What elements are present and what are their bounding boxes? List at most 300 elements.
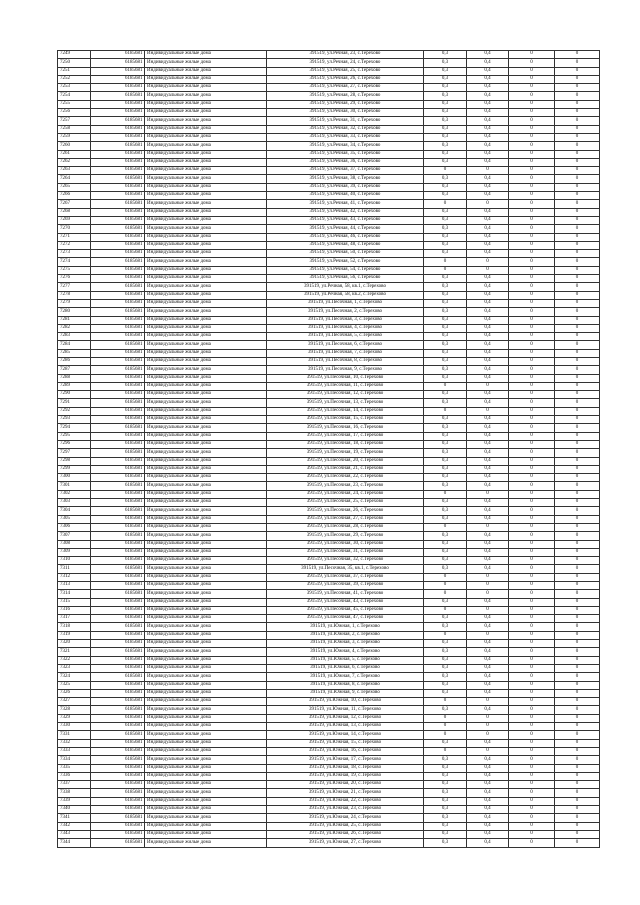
value-cell-3: 0 — [509, 167, 555, 175]
row-number-cell: 7306 — [58, 523, 91, 531]
row-number-cell: 7302 — [58, 490, 91, 498]
value-cell-1: 0,3 — [424, 216, 467, 224]
value-cell-1: 0,3 — [424, 822, 467, 830]
address-cell: 391519, ул.Речная, 23, с.Терехово — [267, 51, 424, 59]
address-cell: 391519, ул.Песочная, 20, с.Терехово — [267, 457, 424, 465]
value-cell-4: 0 — [555, 109, 600, 117]
row-number-cell: 7298 — [58, 457, 91, 465]
value-cell-1: 0,3 — [424, 241, 467, 249]
table-row — [58, 698, 600, 706]
value-cell-1: 0,3 — [424, 175, 467, 183]
object-type-cell: Индивидуальные жилые дома — [145, 424, 267, 432]
value-cell-3: 0 — [509, 333, 555, 341]
row-number-cell: 7294 — [58, 424, 91, 432]
value-cell-1: 0,3 — [424, 673, 467, 681]
value-cell-3: 0 — [509, 250, 555, 258]
value-cell-1: 0 — [424, 590, 467, 598]
code-cell: 6185681 — [91, 399, 145, 407]
value-cell-2: 0,4 — [467, 299, 509, 307]
row-number-cell: 7250 — [58, 59, 91, 67]
value-cell-2: 0,4 — [467, 67, 509, 75]
value-cell-4: 0 — [555, 598, 600, 606]
table-row — [58, 192, 600, 200]
value-cell-4: 0 — [555, 582, 600, 590]
value-cell-2: 0 — [467, 747, 509, 755]
value-cell-3: 0 — [509, 565, 555, 573]
object-type-cell: Индивидуальные жилые дома — [145, 640, 267, 648]
value-cell-4: 0 — [555, 366, 600, 374]
value-cell-3: 0 — [509, 200, 555, 208]
value-cell-3: 0 — [509, 772, 555, 780]
value-cell-3: 0 — [509, 839, 555, 847]
code-cell: 6185681 — [91, 648, 145, 656]
value-cell-3: 0 — [509, 366, 555, 374]
value-cell-1: 0 — [424, 631, 467, 639]
table-row — [58, 714, 600, 722]
object-type-cell: Индивидуальные жилые дома — [145, 465, 267, 473]
table-row — [58, 631, 600, 639]
address-cell: 391519, ул.Южная, 17, с.Терехово — [267, 756, 424, 764]
object-type-cell: Индивидуальные жилые дома — [145, 731, 267, 739]
code-cell: 6185681 — [91, 349, 145, 357]
object-type-cell: Индивидуальные жилые дома — [145, 208, 267, 216]
object-type-cell: Индивидуальные жилые дома — [145, 781, 267, 789]
address-cell: 391519, ул.Южная, 18, с.Терехово — [267, 764, 424, 772]
value-cell-3: 0 — [509, 399, 555, 407]
value-cell-3: 0 — [509, 324, 555, 332]
value-cell-2: 0 — [467, 382, 509, 390]
address-cell: 391519, ул.Песочная, 4, с.Терехово — [267, 324, 424, 332]
value-cell-2: 0 — [467, 582, 509, 590]
table-row — [58, 258, 600, 266]
address-cell: 391519, ул.Песочная, 22, с.Терехово — [267, 474, 424, 482]
code-cell: 6185681 — [91, 631, 145, 639]
row-number-cell: 7327 — [58, 698, 91, 706]
address-cell: 391519, ул.Южная, 5, с.Терехово — [267, 656, 424, 664]
object-type-cell: Индивидуальные жилые дома — [145, 382, 267, 390]
row-number-cell: 7283 — [58, 333, 91, 341]
value-cell-2: 0,4 — [467, 457, 509, 465]
value-cell-1: 0 — [424, 258, 467, 266]
code-cell: 6185681 — [91, 474, 145, 482]
value-cell-1: 0,3 — [424, 150, 467, 158]
table-row — [58, 515, 600, 523]
address-cell: 391519, ул.Песочная, 23, с.Терехово — [267, 482, 424, 490]
code-cell: 6185681 — [91, 291, 145, 299]
code-cell: 6185681 — [91, 465, 145, 473]
value-cell-2: 0,4 — [467, 449, 509, 457]
value-cell-1: 0,3 — [424, 84, 467, 92]
code-cell: 6185681 — [91, 109, 145, 117]
object-type-cell: Индивидуальные жилые дома — [145, 374, 267, 382]
value-cell-3: 0 — [509, 51, 555, 59]
address-cell: 391519, ул.Южная, 25, с.Терехово — [267, 822, 424, 830]
table-row — [58, 582, 600, 590]
value-cell-2: 0,4 — [467, 92, 509, 100]
code-cell: 6185681 — [91, 772, 145, 780]
address-cell: 391519, ул.Песочная, 9, с.Терехово — [267, 366, 424, 374]
value-cell-2: 0,4 — [467, 416, 509, 424]
value-cell-2: 0,4 — [467, 133, 509, 141]
value-cell-4: 0 — [555, 814, 600, 822]
address-cell: 391519, ул.Песочная, 37, с.Терехово — [267, 573, 424, 581]
object-type-cell: Индивидуальные жилые дома — [145, 540, 267, 548]
row-number-cell: 7296 — [58, 440, 91, 448]
value-cell-1: 0 — [424, 266, 467, 274]
address-cell: 391519, ул.Песочная, 31, с.Терехово — [267, 548, 424, 556]
value-cell-1: 0,3 — [424, 333, 467, 341]
table-row — [58, 490, 600, 498]
value-cell-3: 0 — [509, 374, 555, 382]
value-cell-3: 0 — [509, 681, 555, 689]
code-cell: 6185681 — [91, 656, 145, 664]
value-cell-3: 0 — [509, 615, 555, 623]
code-cell: 6185681 — [91, 706, 145, 714]
table-row — [58, 266, 600, 274]
object-type-cell: Индивидуальные жилые дома — [145, 316, 267, 324]
object-type-cell: Индивидуальные жилые дома — [145, 225, 267, 233]
code-cell: 6185681 — [91, 806, 145, 814]
value-cell-4: 0 — [555, 465, 600, 473]
object-type-cell: Индивидуальные жилые дома — [145, 606, 267, 614]
row-number-cell: 7279 — [58, 299, 91, 307]
value-cell-2: 0,4 — [467, 772, 509, 780]
table-row — [58, 499, 600, 507]
row-number-cell: 7312 — [58, 573, 91, 581]
row-number-cell: 7319 — [58, 631, 91, 639]
address-cell: 391519, ул.Песочная, 27, с.Терехово — [267, 515, 424, 523]
value-cell-3: 0 — [509, 781, 555, 789]
value-cell-3: 0 — [509, 797, 555, 805]
value-cell-2: 0,4 — [467, 623, 509, 631]
value-cell-2: 0,4 — [467, 822, 509, 830]
address-cell: 391519, ул.Речная, 30, с.Терехово — [267, 109, 424, 117]
object-type-cell: Индивидуальные жилые дома — [145, 656, 267, 664]
table-row — [58, 399, 600, 407]
object-type-cell: Индивидуальные жилые дома — [145, 324, 267, 332]
value-cell-1: 0,3 — [424, 772, 467, 780]
table-row — [58, 233, 600, 241]
value-cell-3: 0 — [509, 590, 555, 598]
value-cell-3: 0 — [509, 75, 555, 83]
value-cell-1: 0 — [424, 490, 467, 498]
object-type-cell: Индивидуальные жилые дома — [145, 664, 267, 672]
value-cell-1: 0,3 — [424, 440, 467, 448]
value-cell-3: 0 — [509, 507, 555, 515]
value-cell-2: 0,4 — [467, 366, 509, 374]
value-cell-4: 0 — [555, 341, 600, 349]
value-cell-4: 0 — [555, 183, 600, 191]
address-cell: 391519, ул.Песочная, 6, с.Терехово — [267, 341, 424, 349]
table-row — [58, 590, 600, 598]
table-row — [58, 84, 600, 92]
value-cell-1: 0,3 — [424, 316, 467, 324]
object-type-cell: Индивидуальные жилые дома — [145, 175, 267, 183]
table-row — [58, 216, 600, 224]
address-cell: 391519, ул.Южная, 8, с.Терехово — [267, 681, 424, 689]
value-cell-2: 0,4 — [467, 109, 509, 117]
value-cell-1: 0,3 — [424, 706, 467, 714]
object-type-cell: Индивидуальные жилые дома — [145, 167, 267, 175]
value-cell-2: 0 — [467, 167, 509, 175]
value-cell-2: 0,4 — [467, 515, 509, 523]
code-cell: 6185681 — [91, 548, 145, 556]
address-cell: 391519, ул.Песочная, 10, с.Терехово — [267, 374, 424, 382]
address-cell: 391519, ул.Песочная, 7, с.Терехово — [267, 349, 424, 357]
row-number-cell: 7329 — [58, 714, 91, 722]
value-cell-4: 0 — [555, 258, 600, 266]
value-cell-1: 0 — [424, 167, 467, 175]
value-cell-1: 0,3 — [424, 349, 467, 357]
object-type-cell: Индивидуальные жилые дома — [145, 490, 267, 498]
consumers-table — [57, 50, 600, 848]
value-cell-4: 0 — [555, 714, 600, 722]
value-cell-4: 0 — [555, 656, 600, 664]
value-cell-2: 0,4 — [467, 507, 509, 515]
value-cell-2: 0 — [467, 266, 509, 274]
address-cell: 391519, ул.Южная, 26, с.Терехово — [267, 830, 424, 838]
address-cell: 391519, ул.Песочная, 47, с.Терехово — [267, 615, 424, 623]
address-cell: 391519, ул.Речная, 43, с.Терехово — [267, 216, 424, 224]
code-cell: 6185681 — [91, 192, 145, 200]
address-cell: 391519, ул.Песочная, 18, с.Терехово — [267, 440, 424, 448]
object-type-cell: Индивидуальные жилые дома — [145, 241, 267, 249]
code-cell: 6185681 — [91, 457, 145, 465]
value-cell-3: 0 — [509, 59, 555, 67]
table-row — [58, 183, 600, 191]
value-cell-3: 0 — [509, 316, 555, 324]
value-cell-2: 0 — [467, 714, 509, 722]
code-cell: 6185681 — [91, 673, 145, 681]
value-cell-4: 0 — [555, 407, 600, 415]
object-type-cell: Индивидуальные жилые дома — [145, 233, 267, 241]
object-type-cell: Индивидуальные жилые дома — [145, 366, 267, 374]
row-number-cell: 7255 — [58, 100, 91, 108]
value-cell-1: 0,3 — [424, 789, 467, 797]
object-type-cell: Индивидуальные жилые дома — [145, 557, 267, 565]
object-type-cell: Индивидуальные жилые дома — [145, 698, 267, 706]
address-cell: 391519, ул.Песочная, 41, с.Терехово — [267, 590, 424, 598]
code-cell: 6185681 — [91, 482, 145, 490]
object-type-cell: Индивидуальные жилые дома — [145, 109, 267, 117]
object-type-cell: Индивидуальные жилые дома — [145, 92, 267, 100]
value-cell-4: 0 — [555, 308, 600, 316]
value-cell-1: 0 — [424, 747, 467, 755]
address-cell: 391519, ул.Песочная, 24, с.Терехово — [267, 490, 424, 498]
code-cell: 6185681 — [91, 233, 145, 241]
value-cell-4: 0 — [555, 75, 600, 83]
value-cell-4: 0 — [555, 822, 600, 830]
object-type-cell: Индивидуальные жилые дома — [145, 100, 267, 108]
value-cell-4: 0 — [555, 698, 600, 706]
object-type-cell: Индивидуальные жилые дома — [145, 615, 267, 623]
value-cell-2: 0 — [467, 731, 509, 739]
value-cell-1: 0 — [424, 582, 467, 590]
row-number-cell: 7318 — [58, 623, 91, 631]
table-row — [58, 200, 600, 208]
address-cell: 391519, ул.Южная, 2, с.Терехово — [267, 631, 424, 639]
code-cell: 6185681 — [91, 374, 145, 382]
value-cell-3: 0 — [509, 341, 555, 349]
row-number-cell: 7253 — [58, 84, 91, 92]
value-cell-3: 0 — [509, 648, 555, 656]
value-cell-4: 0 — [555, 557, 600, 565]
table-row — [58, 109, 600, 117]
value-cell-4: 0 — [555, 51, 600, 59]
value-cell-2: 0,4 — [467, 51, 509, 59]
row-number-cell: 7263 — [58, 167, 91, 175]
value-cell-2: 0 — [467, 698, 509, 706]
row-number-cell: 7307 — [58, 532, 91, 540]
value-cell-2: 0 — [467, 723, 509, 731]
value-cell-2: 0,4 — [467, 175, 509, 183]
address-cell: 391519, ул.Речная, 26, с.Терехово — [267, 75, 424, 83]
code-cell: 6185681 — [91, 830, 145, 838]
table-row — [58, 689, 600, 697]
address-cell: 391519, ул.Речная, 48, с.Терехово — [267, 241, 424, 249]
code-cell: 6185681 — [91, 781, 145, 789]
table-row — [58, 341, 600, 349]
row-number-cell: 7261 — [58, 150, 91, 158]
address-cell: 391519, ул.Речная, 52, с.Терехово — [267, 258, 424, 266]
object-type-cell: Индивидуальные жилые дома — [145, 499, 267, 507]
table-row — [58, 208, 600, 216]
object-type-cell: Индивидуальные жилые дома — [145, 142, 267, 150]
object-type-cell: Индивидуальные жилые дома — [145, 548, 267, 556]
code-cell: 6185681 — [91, 142, 145, 150]
table-row — [58, 449, 600, 457]
code-cell: 6185681 — [91, 266, 145, 274]
value-cell-2: 0,4 — [467, 465, 509, 473]
value-cell-4: 0 — [555, 756, 600, 764]
value-cell-4: 0 — [555, 515, 600, 523]
row-number-cell: 7277 — [58, 283, 91, 291]
value-cell-1: 0 — [424, 382, 467, 390]
value-cell-1: 0,3 — [424, 75, 467, 83]
row-number-cell: 7262 — [58, 158, 91, 166]
value-cell-1: 0 — [424, 200, 467, 208]
code-cell: 6185681 — [91, 250, 145, 258]
value-cell-2: 0 — [467, 490, 509, 498]
value-cell-2: 0,4 — [467, 673, 509, 681]
code-cell: 6185681 — [91, 664, 145, 672]
code-cell: 6185681 — [91, 416, 145, 424]
code-cell: 6185681 — [91, 51, 145, 59]
value-cell-2: 0,4 — [467, 374, 509, 382]
table-row — [58, 482, 600, 490]
table-row — [58, 822, 600, 830]
row-number-cell: 7315 — [58, 598, 91, 606]
value-cell-4: 0 — [555, 133, 600, 141]
value-cell-3: 0 — [509, 84, 555, 92]
address-cell: 391519, ул.Песочная, 35, кв.1, с.Терехово — [267, 565, 424, 573]
value-cell-2: 0,4 — [467, 75, 509, 83]
code-cell: 6185681 — [91, 92, 145, 100]
value-cell-2: 0,4 — [467, 664, 509, 672]
table-row — [58, 664, 600, 672]
value-cell-2: 0,4 — [467, 557, 509, 565]
table-row — [58, 673, 600, 681]
value-cell-4: 0 — [555, 275, 600, 283]
value-cell-1: 0,3 — [424, 623, 467, 631]
value-cell-2: 0,4 — [467, 764, 509, 772]
value-cell-3: 0 — [509, 656, 555, 664]
object-type-cell: Индивидуальные жилые дома — [145, 747, 267, 755]
address-cell: 391519, ул.Южная, 6, с.Терехово — [267, 664, 424, 672]
table-row — [58, 333, 600, 341]
code-cell: 6185681 — [91, 175, 145, 183]
value-cell-2: 0,4 — [467, 158, 509, 166]
value-cell-1: 0,3 — [424, 158, 467, 166]
row-number-cell: 7292 — [58, 407, 91, 415]
table-row — [58, 316, 600, 324]
value-cell-2: 0,4 — [467, 648, 509, 656]
value-cell-2: 0,4 — [467, 125, 509, 133]
value-cell-1: 0,3 — [424, 781, 467, 789]
value-cell-3: 0 — [509, 747, 555, 755]
code-cell: 6185681 — [91, 623, 145, 631]
object-type-cell: Индивидуальные жилые дома — [145, 250, 267, 258]
object-type-cell: Индивидуальные жилые дома — [145, 84, 267, 92]
address-cell: 391519, ул.Южная, 16, с.Терехово — [267, 747, 424, 755]
code-cell: 6185681 — [91, 499, 145, 507]
object-type-cell: Индивидуальные жилые дома — [145, 341, 267, 349]
address-cell: 391519, ул.Песочная, 13, с.Терехово — [267, 399, 424, 407]
row-number-cell: 7325 — [58, 681, 91, 689]
value-cell-4: 0 — [555, 789, 600, 797]
object-type-cell: Индивидуальные жилые дома — [145, 532, 267, 540]
address-cell: 391519, ул.Южная, 4, с.Терехово — [267, 648, 424, 656]
row-number-cell: 7326 — [58, 689, 91, 697]
code-cell: 6185681 — [91, 689, 145, 697]
row-number-cell: 7316 — [58, 606, 91, 614]
address-cell: 391519, ул.Южная, 1, с.Терехово — [267, 623, 424, 631]
value-cell-3: 0 — [509, 640, 555, 648]
row-number-cell: 7286 — [58, 357, 91, 365]
object-type-cell: Индивидуальные жилые дома — [145, 440, 267, 448]
value-cell-1: 0,3 — [424, 391, 467, 399]
value-cell-2: 0,4 — [467, 100, 509, 108]
table-row — [58, 299, 600, 307]
value-cell-3: 0 — [509, 291, 555, 299]
value-cell-4: 0 — [555, 540, 600, 548]
address-cell: 391519, ул.Южная, 20, с.Терехово — [267, 781, 424, 789]
value-cell-2: 0,4 — [467, 275, 509, 283]
value-cell-1: 0,3 — [424, 233, 467, 241]
value-cell-3: 0 — [509, 416, 555, 424]
document-page — [57, 50, 599, 848]
table-row — [58, 349, 600, 357]
table-row — [58, 756, 600, 764]
address-cell: 391519, ул.Речная, 37, с.Терехово — [267, 167, 424, 175]
table-row — [58, 117, 600, 125]
address-cell: 391519, ул.Песочная, 45, с.Терехово — [267, 606, 424, 614]
object-type-cell: Индивидуальные жилые дома — [145, 266, 267, 274]
table-row — [58, 507, 600, 515]
value-cell-1: 0 — [424, 714, 467, 722]
value-cell-2: 0,4 — [467, 183, 509, 191]
table-row — [58, 142, 600, 150]
value-cell-1: 0,3 — [424, 640, 467, 648]
value-cell-4: 0 — [555, 250, 600, 258]
value-cell-2: 0,4 — [467, 756, 509, 764]
code-cell: 6185681 — [91, 747, 145, 755]
row-number-cell: 7293 — [58, 416, 91, 424]
value-cell-1: 0,3 — [424, 208, 467, 216]
code-cell: 6185681 — [91, 208, 145, 216]
value-cell-2: 0,4 — [467, 424, 509, 432]
value-cell-3: 0 — [509, 623, 555, 631]
